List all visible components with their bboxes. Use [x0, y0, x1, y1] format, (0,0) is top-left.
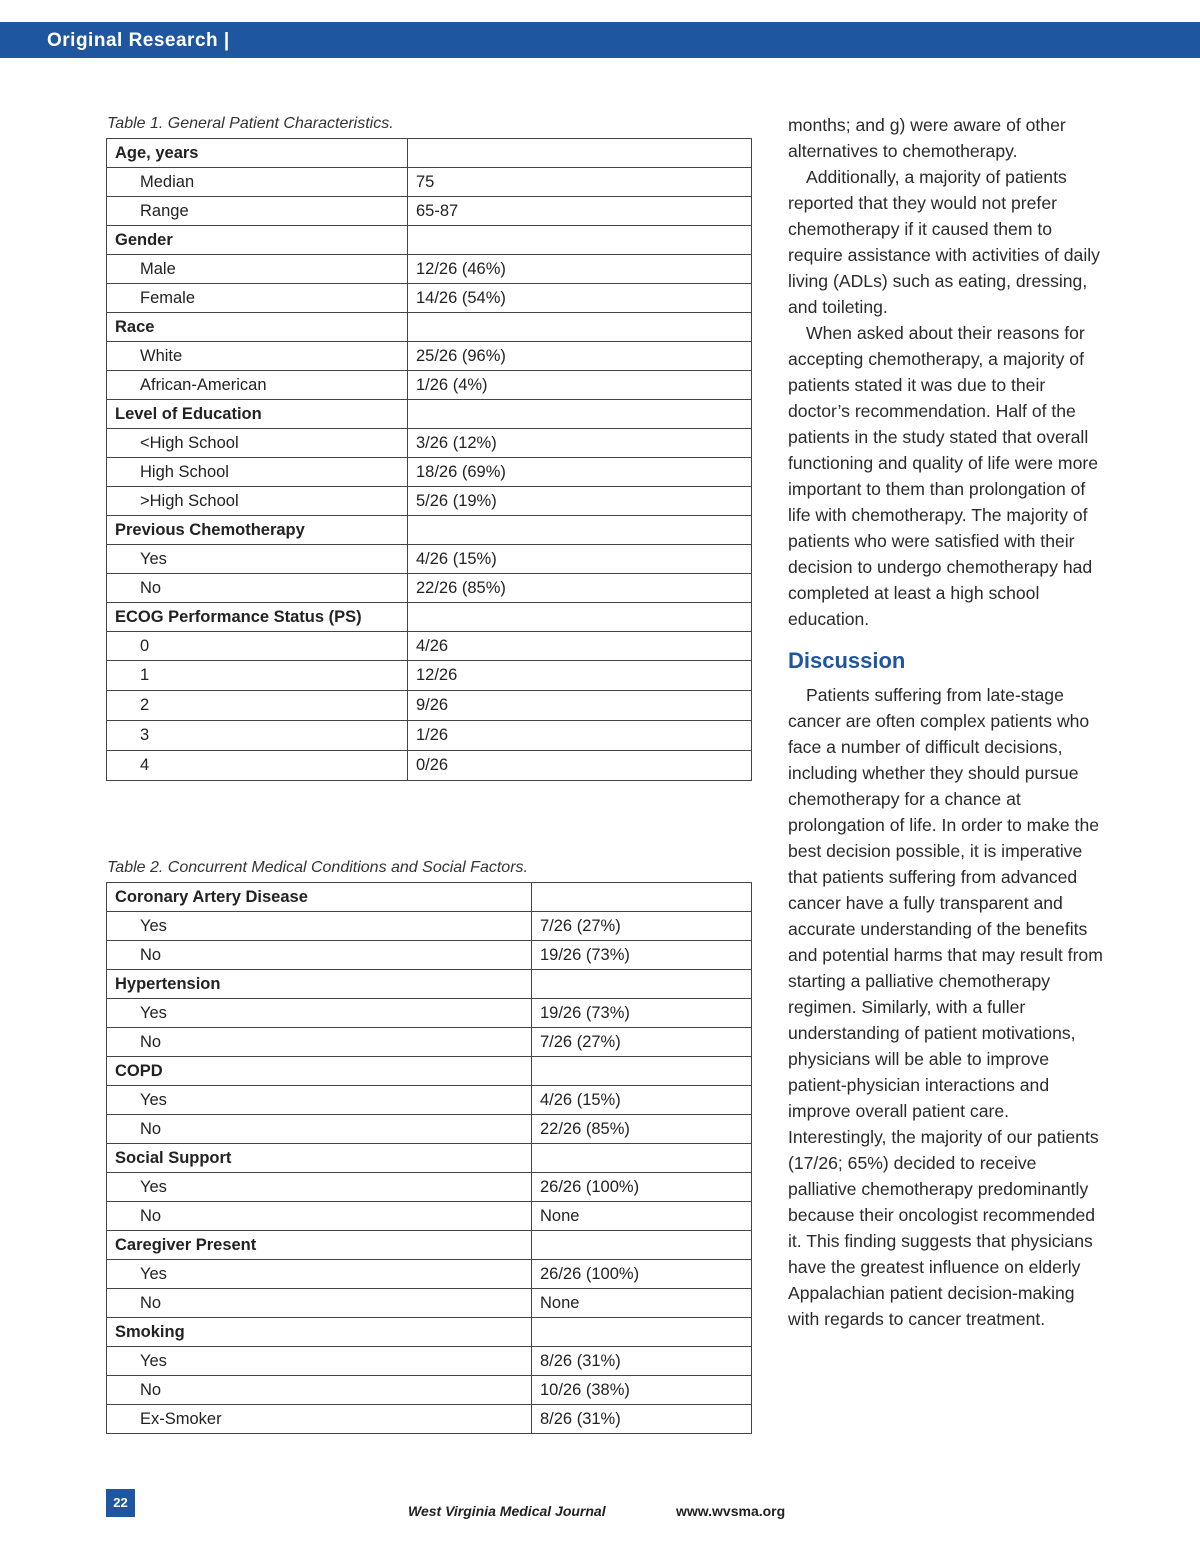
table-row — [107, 941, 752, 970]
row-value: 7/26 (27%) — [532, 912, 752, 941]
row-label: Yes — [107, 1173, 532, 1202]
table-row — [107, 313, 752, 342]
table2-body — [107, 883, 752, 1434]
row-value — [532, 883, 752, 912]
row-value: None — [532, 1289, 752, 1318]
row-value: 0/26 — [408, 751, 752, 781]
row-value: 1/26 — [408, 721, 752, 751]
table-row — [107, 574, 752, 603]
table-row — [107, 1144, 752, 1173]
row-value: 4/26 — [408, 632, 752, 661]
row-group-label: Previous Chemotherapy — [107, 516, 408, 545]
table-row — [107, 883, 752, 912]
row-value: 26/26 (100%) — [532, 1173, 752, 1202]
row-group-label: Age, years — [107, 139, 408, 168]
row-value: 12/26 (46%) — [408, 255, 752, 284]
row-label: No — [107, 1115, 532, 1144]
row-label: 3 — [107, 721, 408, 751]
table-row — [107, 603, 752, 632]
row-value: 25/26 (96%) — [408, 342, 752, 371]
table-row — [107, 342, 752, 371]
discussion-heading: Discussion — [788, 648, 906, 673]
row-value — [408, 603, 752, 632]
paragraph: Additionally, a majority of patients reported that they would not prefer chemotherapy if it caused them to require assistance with activities of daily living (ADLs) such as eating, dressing, and toileting. — [788, 167, 1100, 317]
table-row — [107, 1376, 752, 1405]
row-value: 3/26 (12%) — [408, 429, 752, 458]
page-number: 22 — [106, 1489, 135, 1517]
row-label: Yes — [107, 999, 532, 1028]
table-row — [107, 226, 752, 255]
row-label: Range — [107, 197, 408, 226]
patient-characteristics-table — [106, 138, 752, 781]
journal-name: West Virginia Medical Journal — [408, 1503, 606, 1519]
row-value — [532, 1057, 752, 1086]
table-row — [107, 516, 752, 545]
row-value — [408, 139, 752, 168]
row-label: No — [107, 1376, 532, 1405]
table-row — [107, 197, 752, 226]
row-label: No — [107, 1202, 532, 1231]
row-value — [408, 313, 752, 342]
table-row — [107, 458, 752, 487]
row-value: 75 — [408, 168, 752, 197]
table-row — [107, 970, 752, 999]
row-label: No — [107, 1028, 532, 1057]
table-row — [107, 139, 752, 168]
row-value — [532, 1231, 752, 1260]
table-row — [107, 632, 752, 661]
row-group-label: Hypertension — [107, 970, 532, 999]
row-label: Ex-Smoker — [107, 1405, 532, 1434]
row-value: 19/26 (73%) — [532, 999, 752, 1028]
row-group-label: Social Support — [107, 1144, 532, 1173]
row-label: Median — [107, 168, 408, 197]
row-label: Female — [107, 284, 408, 313]
header-bar — [0, 22, 1200, 58]
row-label: Male — [107, 255, 408, 284]
table-row — [107, 661, 752, 691]
row-value: 8/26 (31%) — [532, 1347, 752, 1376]
row-value — [408, 516, 752, 545]
table-row — [107, 400, 752, 429]
row-value: 26/26 (100%) — [532, 1260, 752, 1289]
row-value: 8/26 (31%) — [532, 1405, 752, 1434]
table-row — [107, 255, 752, 284]
table-row — [107, 1405, 752, 1434]
section-label: Original Research | — [47, 30, 230, 51]
row-group-label: ECOG Performance Status (PS) — [107, 603, 408, 632]
table-row — [107, 545, 752, 574]
row-label: 2 — [107, 691, 408, 721]
row-label: High School — [107, 458, 408, 487]
table-row — [107, 284, 752, 313]
row-label: Yes — [107, 1347, 532, 1376]
row-label: White — [107, 342, 408, 371]
table1-body — [107, 139, 752, 781]
table-row — [107, 429, 752, 458]
table-row — [107, 691, 752, 721]
table-row — [107, 1202, 752, 1231]
table-row — [107, 168, 752, 197]
row-value: 5/26 (19%) — [408, 487, 752, 516]
row-value: 7/26 (27%) — [532, 1028, 752, 1057]
table-row — [107, 999, 752, 1028]
table-row — [107, 721, 752, 751]
row-value: 12/26 — [408, 661, 752, 691]
medical-conditions-table — [106, 882, 752, 1434]
table-row — [107, 1231, 752, 1260]
row-value — [532, 1318, 752, 1347]
row-label: 1 — [107, 661, 408, 691]
table2-caption: Table 2. Concurrent Medical Conditions and Social Factors. — [107, 859, 528, 876]
table1-caption: Table 1. General Patient Characteristics. — [107, 115, 394, 132]
table-row — [107, 1115, 752, 1144]
table-row — [107, 1028, 752, 1057]
row-group-label: Caregiver Present — [107, 1231, 532, 1260]
row-value: 9/26 — [408, 691, 752, 721]
row-label: No — [107, 941, 532, 970]
table-row — [107, 1289, 752, 1318]
row-label: >High School — [107, 487, 408, 516]
row-label: Yes — [107, 545, 408, 574]
row-label: No — [107, 574, 408, 603]
row-label: <High School — [107, 429, 408, 458]
row-group-label: Coronary Artery Disease — [107, 883, 532, 912]
table-row — [107, 371, 752, 400]
row-label: 0 — [107, 632, 408, 661]
row-value: None — [532, 1202, 752, 1231]
table-row — [107, 1086, 752, 1115]
row-label: Yes — [107, 1086, 532, 1115]
table-row — [107, 1057, 752, 1086]
row-value: 22/26 (85%) — [532, 1115, 752, 1144]
table-row — [107, 1347, 752, 1376]
row-value: 22/26 (85%) — [408, 574, 752, 603]
row-group-label: Level of Education — [107, 400, 408, 429]
row-label: 4 — [107, 751, 408, 781]
table-row — [107, 912, 752, 941]
row-label: Yes — [107, 1260, 532, 1289]
row-value — [408, 226, 752, 255]
row-value: 65-87 — [408, 197, 752, 226]
paragraph: Patients suffering from late-stage cancer are often complex patients who face a number of difficult decisions, including whether they should pursue chemotherapy for a chance at prolongation of life. In order to make the best decision possible, it is imperative that patients suffering from advanced cancer have a fully transparent and accurate understanding of the benefits and potential harms that may result from starting a palliative chemotherapy regimen. Similarly, with a fuller understanding of patient motivations, physicians will be able to improve patient-physician interactions and improve overall patient care. Interestingly, the majority of our patients (17/26; 65%) decided to receive palliative chemotherapy predominantly because their oncologist recommended it. This finding suggests that physicians have the greatest influence on elderly Appalachian patient decision-making with regards to cancer treatment. — [788, 685, 1103, 1329]
row-group-label: Gender — [107, 226, 408, 255]
row-value: 1/26 (4%) — [408, 371, 752, 400]
row-value — [532, 1144, 752, 1173]
row-value: 19/26 (73%) — [532, 941, 752, 970]
row-value: 14/26 (54%) — [408, 284, 752, 313]
table-row — [107, 487, 752, 516]
body-text-column — [788, 112, 1108, 1332]
row-value: 18/26 (69%) — [408, 458, 752, 487]
paragraph: When asked about their reasons for accepting chemotherapy, a majority of patients stated it was due to their doctor’s recommendation. Half of the patients in the study stated that overall functioning and quality of life were more important to them than prolongation of life with chemotherapy. The majority of patients who were satisfied with their decision to undergo chemotherapy had completed at least a high school education. — [788, 323, 1099, 629]
row-label: Yes — [107, 912, 532, 941]
table-row — [107, 751, 752, 781]
row-group-label: Race — [107, 313, 408, 342]
row-value: 4/26 (15%) — [408, 545, 752, 574]
paragraph: months; and g) were aware of other alternatives to chemotherapy. — [788, 115, 1066, 161]
row-label: No — [107, 1289, 532, 1318]
row-label: African-American — [107, 371, 408, 400]
table-row — [107, 1318, 752, 1347]
journal-url[interactable]: www.wvsma.org — [676, 1503, 786, 1519]
row-group-label: COPD — [107, 1057, 532, 1086]
row-group-label: Smoking — [107, 1318, 532, 1347]
table-row — [107, 1173, 752, 1202]
row-value — [408, 400, 752, 429]
row-value — [532, 970, 752, 999]
row-value: 4/26 (15%) — [532, 1086, 752, 1115]
row-value: 10/26 (38%) — [532, 1376, 752, 1405]
table-row — [107, 1260, 752, 1289]
